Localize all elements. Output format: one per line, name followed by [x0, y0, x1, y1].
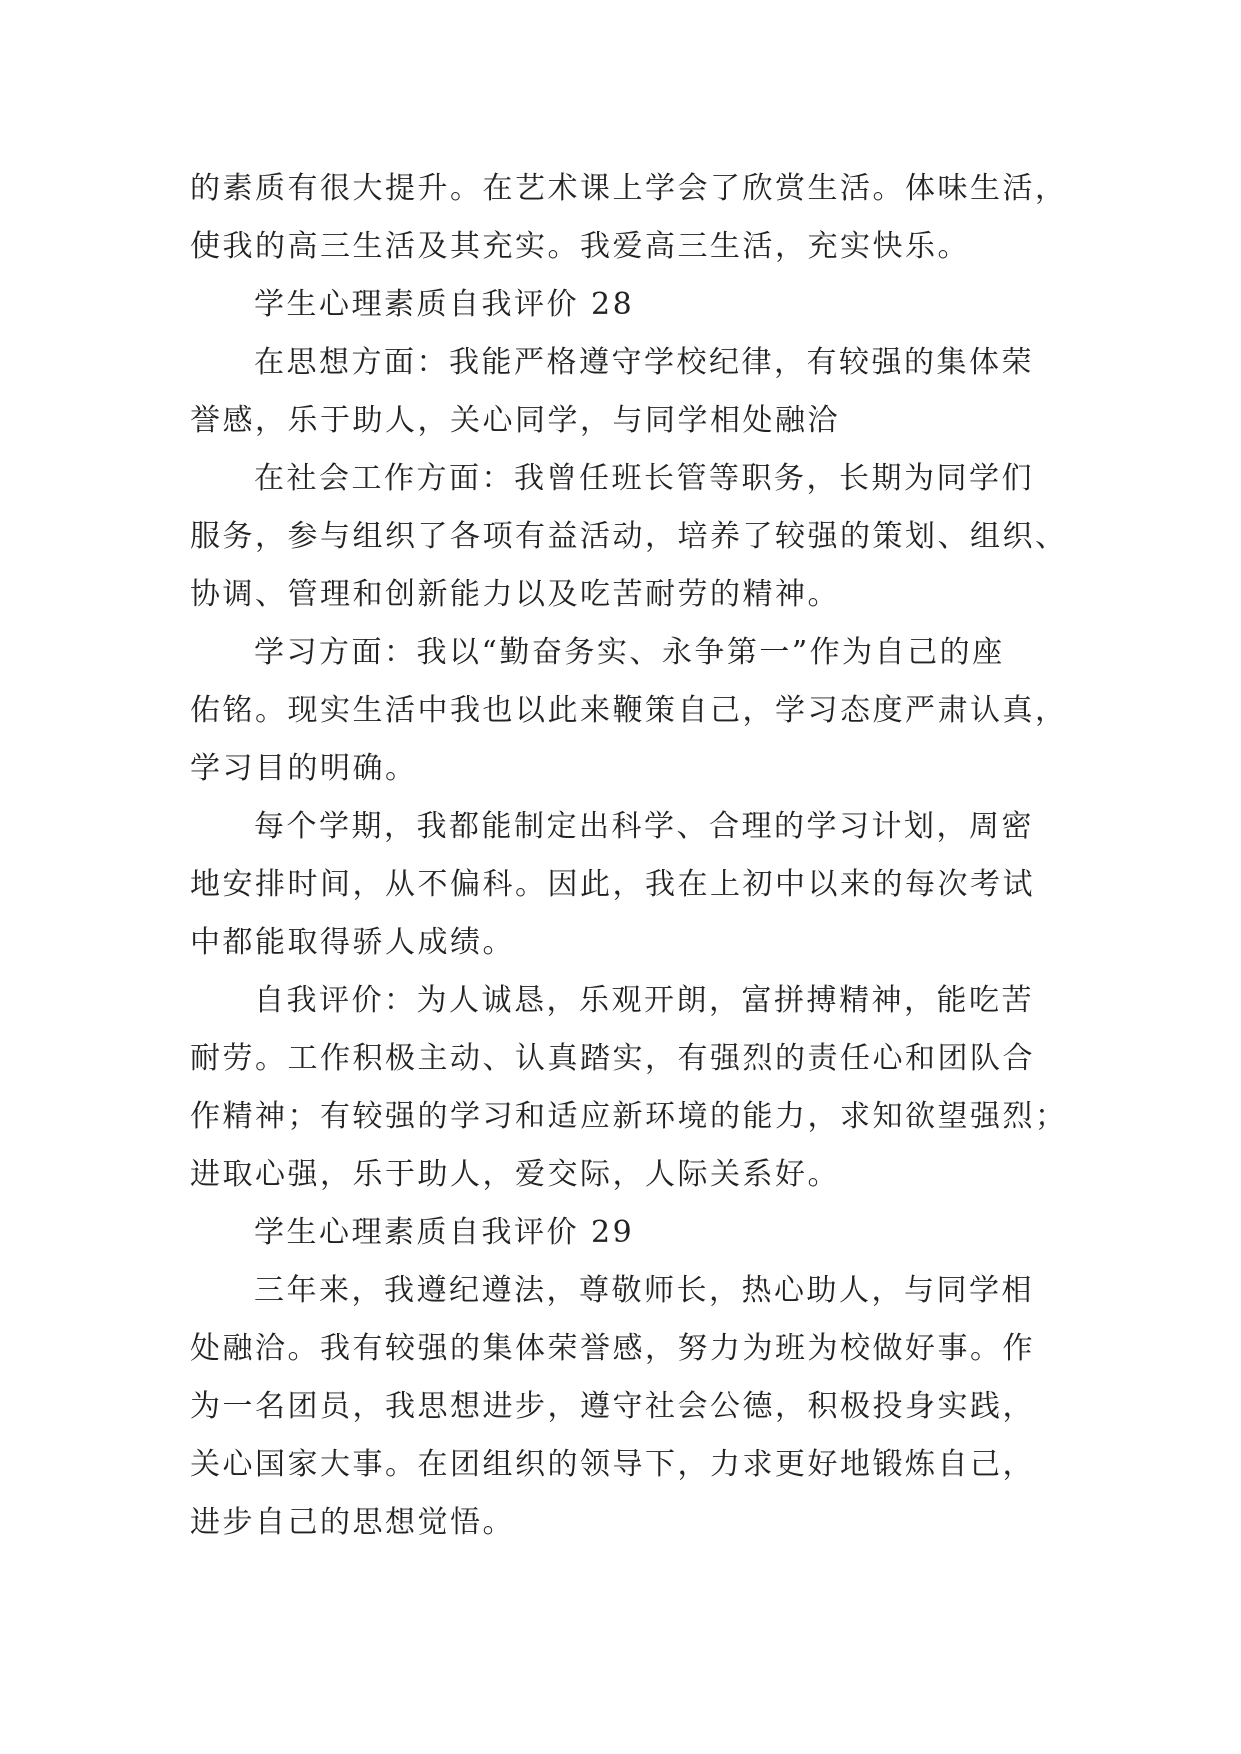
text-line: 三年来，我遵纪遵法，尊敬师长，热心助人，与同学相	[254, 1273, 1034, 1308]
section-heading-28: 学生心理素质自我评价 28	[254, 287, 635, 322]
text-line: 学习方面：我以“勤奋务实、永争第一”作为自己的座	[254, 635, 1005, 670]
text-line: 的素质有很大提升。在艺术课上学会了欣赏生活。体味生活，	[190, 171, 1068, 206]
text-line: 为一名团员，我思想进步，遵守社会公德，积极投身实践，	[190, 1389, 1035, 1424]
text-line: 在思想方面：我能严格遵守学校纪律，有较强的集体荣	[254, 345, 1034, 380]
text-line: 中都能取得骄人成绩。	[190, 925, 515, 960]
text-line: 在社会工作方面：我曾任班长管等职务，长期为同学们	[254, 461, 1034, 496]
section-heading-29: 学生心理素质自我评价 29	[254, 1215, 635, 1250]
text-line: 进步自己的思想觉悟。	[190, 1505, 515, 1540]
text-line: 自我评价：为人诚恳，乐观开朗，富拼搏精神，能吃苦	[254, 983, 1034, 1018]
text-line: 誉感，乐于助人，关心同学，与同学相处融洽	[190, 403, 840, 438]
text-line: 关心国家大事。在团组织的领导下，力求更好地锻炼自己，	[190, 1447, 1035, 1482]
text-line: 进取心强，乐于助人，爱交际，人际关系好。	[190, 1157, 840, 1192]
text-line: 耐劳。工作积极主动、认真踏实，有强烈的责任心和团队合	[190, 1041, 1035, 1076]
text-line: 佑铭。现实生活中我也以此来鞭策自己，学习态度严肃认真，	[190, 693, 1068, 728]
text-line: 地安排时间，从不偏科。因此，我在上初中以来的每次考试	[190, 867, 1035, 902]
text-line: 作精神；有较强的学习和适应新环境的能力，求知欲望强烈；	[190, 1099, 1068, 1134]
text-line: 学习目的明确。	[190, 751, 418, 786]
text-line: 处融洽。我有较强的集体荣誉感，努力为班为校做好事。作	[190, 1331, 1035, 1366]
text-line: 服务，参与组织了各项有益活动，培养了较强的策划、组织、	[190, 519, 1068, 554]
text-line: 使我的高三生活及其充实。我爱高三生活，充实快乐。	[190, 229, 970, 264]
text-line: 协调、管理和创新能力以及吃苦耐劳的精神。	[190, 577, 840, 612]
document-body	[190, 160, 1068, 1552]
text-line: 每个学期，我都能制定出科学、合理的学习计划，周密	[254, 809, 1034, 844]
